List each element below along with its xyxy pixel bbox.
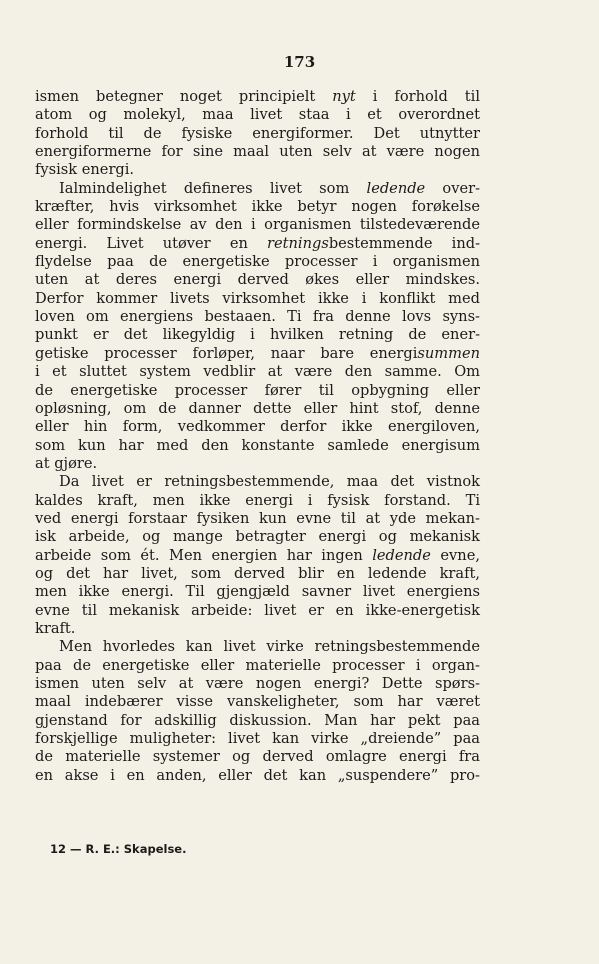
text-segment: Da livet er retningsbestemmende, maa det vistnok (59, 473, 480, 491)
text-line (35, 400, 480, 418)
text-segment: men ikke energi. Til gjengjæld savner livet energiens (35, 583, 480, 601)
text-segment: punkt er det likegyldig i hvilken retning de ener- (35, 326, 480, 344)
text-line (35, 712, 480, 730)
text-line (35, 345, 480, 363)
text-line (35, 143, 480, 161)
text-segment: kraft. (35, 619, 76, 637)
text-segment: flydelse paa de energetiske processer i organismen (35, 253, 480, 271)
text-segment: getiske processer forløper, naar bare energi (35, 344, 418, 362)
emphasized-word: nyt (332, 88, 356, 105)
text-segment: ismen betegner noget principielt (35, 88, 333, 105)
text-segment: og det har livet, som derved blir en ledende kraft, (35, 564, 480, 582)
text-segment: uten at deres energi derved økes eller mindskes. (35, 271, 480, 289)
text-line (35, 418, 480, 436)
text-line (35, 437, 480, 455)
emphasized-word: ledende (372, 546, 431, 564)
emphasized-word: summen (417, 344, 480, 362)
text-segment: over- (425, 179, 480, 197)
text-line (35, 602, 480, 620)
text-segment: energi. Livet utøver en (35, 234, 268, 252)
text-segment: atom og molekyl, maa livet staa i et overordnet (35, 106, 480, 124)
text-segment: i forhold til (355, 88, 480, 105)
emphasized-word: retnings (267, 234, 329, 252)
text-segment: Men hvorledes kan livet virke retningsbestemmende (59, 638, 480, 656)
text-segment: loven om energiens bestaaen. Ti fra denne lovs syns- (35, 308, 480, 326)
text-segment: arbeide som ét. Men energien har ingen (35, 546, 373, 564)
text-line (35, 253, 480, 271)
text-segment: evne, (430, 546, 480, 564)
text-segment: forhold til de fysiske energiformer. Det utnytter (35, 124, 480, 142)
text-line (35, 326, 480, 344)
text-line (35, 382, 480, 400)
text-line (35, 125, 480, 143)
text-segment: Derfor kommer livets virksomhet ikke i konflikt med (35, 289, 480, 307)
text-line (35, 748, 480, 766)
text-line (35, 198, 480, 216)
text-segment: de materielle systemer og derved omlagre energi fra (35, 748, 480, 766)
text-line (35, 730, 480, 748)
emphasized-word: ledende (366, 179, 426, 197)
text-segment: Ialmindelighet defineres livet som (59, 179, 367, 197)
text-segment: i et sluttet system vedblir at være den samme. Om (35, 363, 480, 381)
text-segment: som kun har med den konstante samlede energisum (35, 436, 480, 454)
text-segment: ved energi forstaar fysiken kun evne til at yde mekan- (35, 509, 480, 527)
text-line (35, 308, 480, 326)
text-segment: ismen uten selv at være nogen energi? Dette spørs- (35, 675, 480, 692)
text-line (35, 180, 480, 198)
text-line (35, 638, 480, 656)
text-line (35, 492, 480, 510)
text-line (35, 271, 480, 289)
text-segment: eller formindskelse av den i organismen tilstedeværende (35, 216, 480, 234)
text-segment: fysisk energi. (35, 161, 135, 179)
text-line (35, 106, 480, 124)
text-segment: maal indebærer visse vanskeligheter, som har været (35, 693, 480, 711)
text-line (35, 455, 480, 473)
text-segment: bestemmende ind- (328, 234, 481, 252)
text-line (35, 547, 480, 565)
text-segment: energiformerne for sine maal uten selv at være nogen (35, 143, 480, 161)
text-line (35, 675, 480, 693)
text-line (35, 290, 480, 308)
text-line (35, 528, 480, 546)
footer-signature: 12 — R. E.: Skapelse. (50, 842, 187, 856)
page-number: 173 (283, 53, 316, 71)
text-segment: de energetiske processer fører til opbygning eller (35, 381, 480, 399)
body-text (35, 88, 480, 785)
text-line (35, 620, 480, 638)
text-segment: en akse i en anden, eller det kan „suspendere” pro- (35, 766, 480, 784)
text-line (35, 565, 480, 583)
text-segment: forskjellige muligheter: livet kan virke „dreiende” paa (35, 730, 480, 748)
text-segment: kaldes kraft, men ikke energi i fysisk forstand. Ti (35, 491, 480, 509)
text-line (35, 235, 480, 253)
text-line (35, 88, 480, 106)
text-segment: evne til mekanisk arbeide: livet er en ikke-energetisk (35, 601, 480, 619)
text-line (35, 161, 480, 179)
text-line (35, 363, 480, 381)
text-line (35, 216, 480, 234)
text-segment: kræfter, hvis virksomhet ikke betyr nogen forøkelse (35, 198, 480, 216)
text-line (35, 473, 480, 491)
text-segment: isk arbeide, og mange betragter energi og mekanisk (35, 528, 480, 546)
text-line (35, 767, 480, 785)
text-segment: at gjøre. (35, 454, 98, 472)
text-line (35, 693, 480, 711)
text-line (35, 510, 480, 528)
text-segment: paa de energetiske eller materielle processer i organ- (35, 656, 480, 674)
text-segment: eller hin form, vedkommer derfor ikke energiloven, (35, 418, 480, 436)
text-segment: gjenstand for adskillig diskussion. Man har pekt paa (35, 711, 480, 729)
text-line (35, 657, 480, 675)
text-line (35, 583, 480, 601)
text-segment: opløsning, om de danner dette eller hint stof, denne (35, 399, 480, 417)
